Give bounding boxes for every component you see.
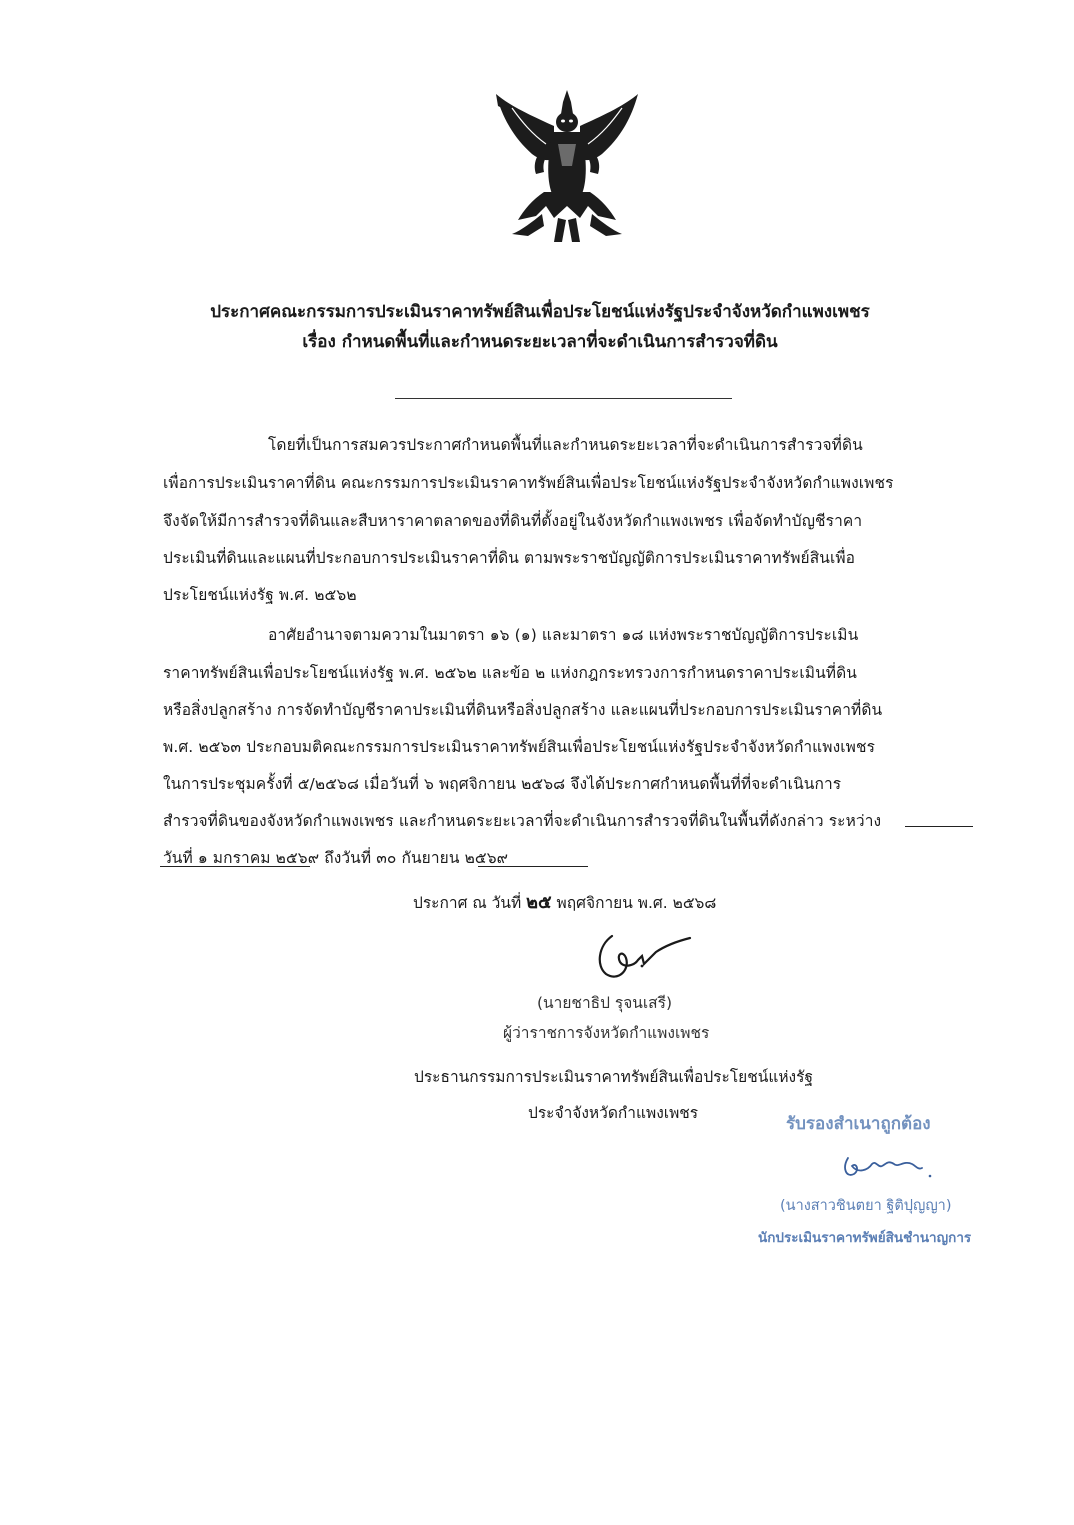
- paragraph2-line: อาศัยอำนาจตามความในมาตรา ๑๖ (๑) และมาตรา ๑๘ แห่งพระราชบัญญัติการประเมิน: [268, 626, 859, 644]
- handwritten-underline: [160, 866, 310, 867]
- certified-copy-stamp: รับรองสำเนาถูกต้อง: [786, 1114, 931, 1134]
- handwritten-underline: [905, 826, 973, 827]
- signatory-role-province: ประจำจังหวัดกำแพงเพชร: [528, 1104, 699, 1122]
- certifier-position: นักประเมินราคาทรัพย์สินชำนาญการ: [758, 1230, 972, 1246]
- certifier-name: (นางสาวชินตยา ฐิติปุญญา): [780, 1198, 952, 1214]
- signatory-position: ผู้ว่าราชการจังหวัดกำแพงเพชร: [503, 1024, 710, 1042]
- paragraph2-line: สำรวจที่ดินของจังหวัดกำแพงเพชร และกำหนดระยะเวลาที่จะดำเนินการสำรวจที่ดินในพื้นที่ดังกล่าว ระหว่าง: [163, 812, 882, 830]
- paragraph2-line: วันที่ ๑ มกราคม ๒๕๖๙ ถึงวันที่ ๓๐ กันยายน ๒๕๖๙: [163, 849, 509, 867]
- dateline-day: ๒๕: [526, 892, 552, 913]
- governor-signature: [590, 926, 700, 986]
- dateline-suffix: พฤศจิกายน พ.ศ. ๒๕๖๘: [556, 894, 717, 912]
- paragraph2-line: ราคาทรัพย์สินเพื่อประโยชน์แห่งรัฐ พ.ศ. ๒๕๖๒ และข้อ ๒ แห่งกฎกระทรวงการกำหนดราคาประเมินที่ดิน: [163, 664, 857, 682]
- signatory-name: (นายชาธิป รุจนเสรี): [537, 994, 673, 1012]
- announcement-title: ประกาศคณะกรรมการประเมินราคาทรัพย์สินเพื่อประโยชน์แห่งรัฐประจำจังหวัดกำแพงเพชร: [210, 302, 870, 322]
- paragraph1-line: เพื่อการประเมินราคาที่ดิน คณะกรรมการประเมินราคาทรัพย์สินเพื่อประโยชน์แห่งรัฐประจำจังหวัดกำแพงเพชร: [163, 474, 894, 492]
- paragraph1-line: ประเมินที่ดินและแผนที่ประกอบการประเมินราคาที่ดิน ตามพระราชบัญญัติการประเมินราคาทรัพย์สินเพื่อ: [163, 549, 856, 567]
- paragraph1-line: โดยที่เป็นการสมควรประกาศกำหนดพื้นที่และกำหนดระยะเวลาที่จะดำเนินการสำรวจที่ดิน: [268, 436, 863, 454]
- paragraph1-line: จึงจัดให้มีการสำรวจที่ดินและสืบหาราคาตลาดของที่ดินที่ตั้งอยู่ในจังหวัดกำแพงเพชร เพื่อจัดทำบัญชีราคา: [163, 512, 863, 530]
- dateline-prefix: ประกาศ ณ วันที่: [413, 894, 522, 912]
- title-divider: [395, 398, 732, 399]
- dateline: [413, 887, 716, 916]
- paragraph1-line: ประโยชน์แห่งรัฐ พ.ศ. ๒๕๖๒: [163, 586, 357, 604]
- paragraph2-line: หรือสิ่งปลูกสร้าง การจัดทำบัญชีราคาประเมินที่ดินหรือสิ่งปลูกสร้าง และแผนที่ประกอบการประเมินราคาที่ดิน: [163, 701, 883, 719]
- garuda-emblem-icon: [492, 86, 642, 246]
- handwritten-underline: [478, 866, 588, 867]
- paragraph2-line: พ.ศ. ๒๕๖๓ ประกอบมติคณะกรรมการประเมินราคาทรัพย์สินเพื่อประโยชน์แห่งรัฐประจำจังหวัดกำแพงเพชร: [163, 738, 876, 756]
- signatory-role: ประธานกรรมการประเมินราคาทรัพย์สินเพื่อประโยชน์แห่งรัฐ: [414, 1068, 814, 1086]
- certifier-signature: [838, 1148, 948, 1188]
- paragraph2-line: ในการประชุมครั้งที่ ๕/๒๕๖๘ เมื่อวันที่ ๖ พฤศจิกายน ๒๕๖๘ จึงได้ประกาศกำหนดพื้นที่ที่จะดำเนินการ: [163, 775, 842, 793]
- announcement-subject: เรื่อง กำหนดพื้นที่และกำหนดระยะเวลาที่จะดำเนินการสำรวจที่ดิน: [302, 332, 778, 352]
